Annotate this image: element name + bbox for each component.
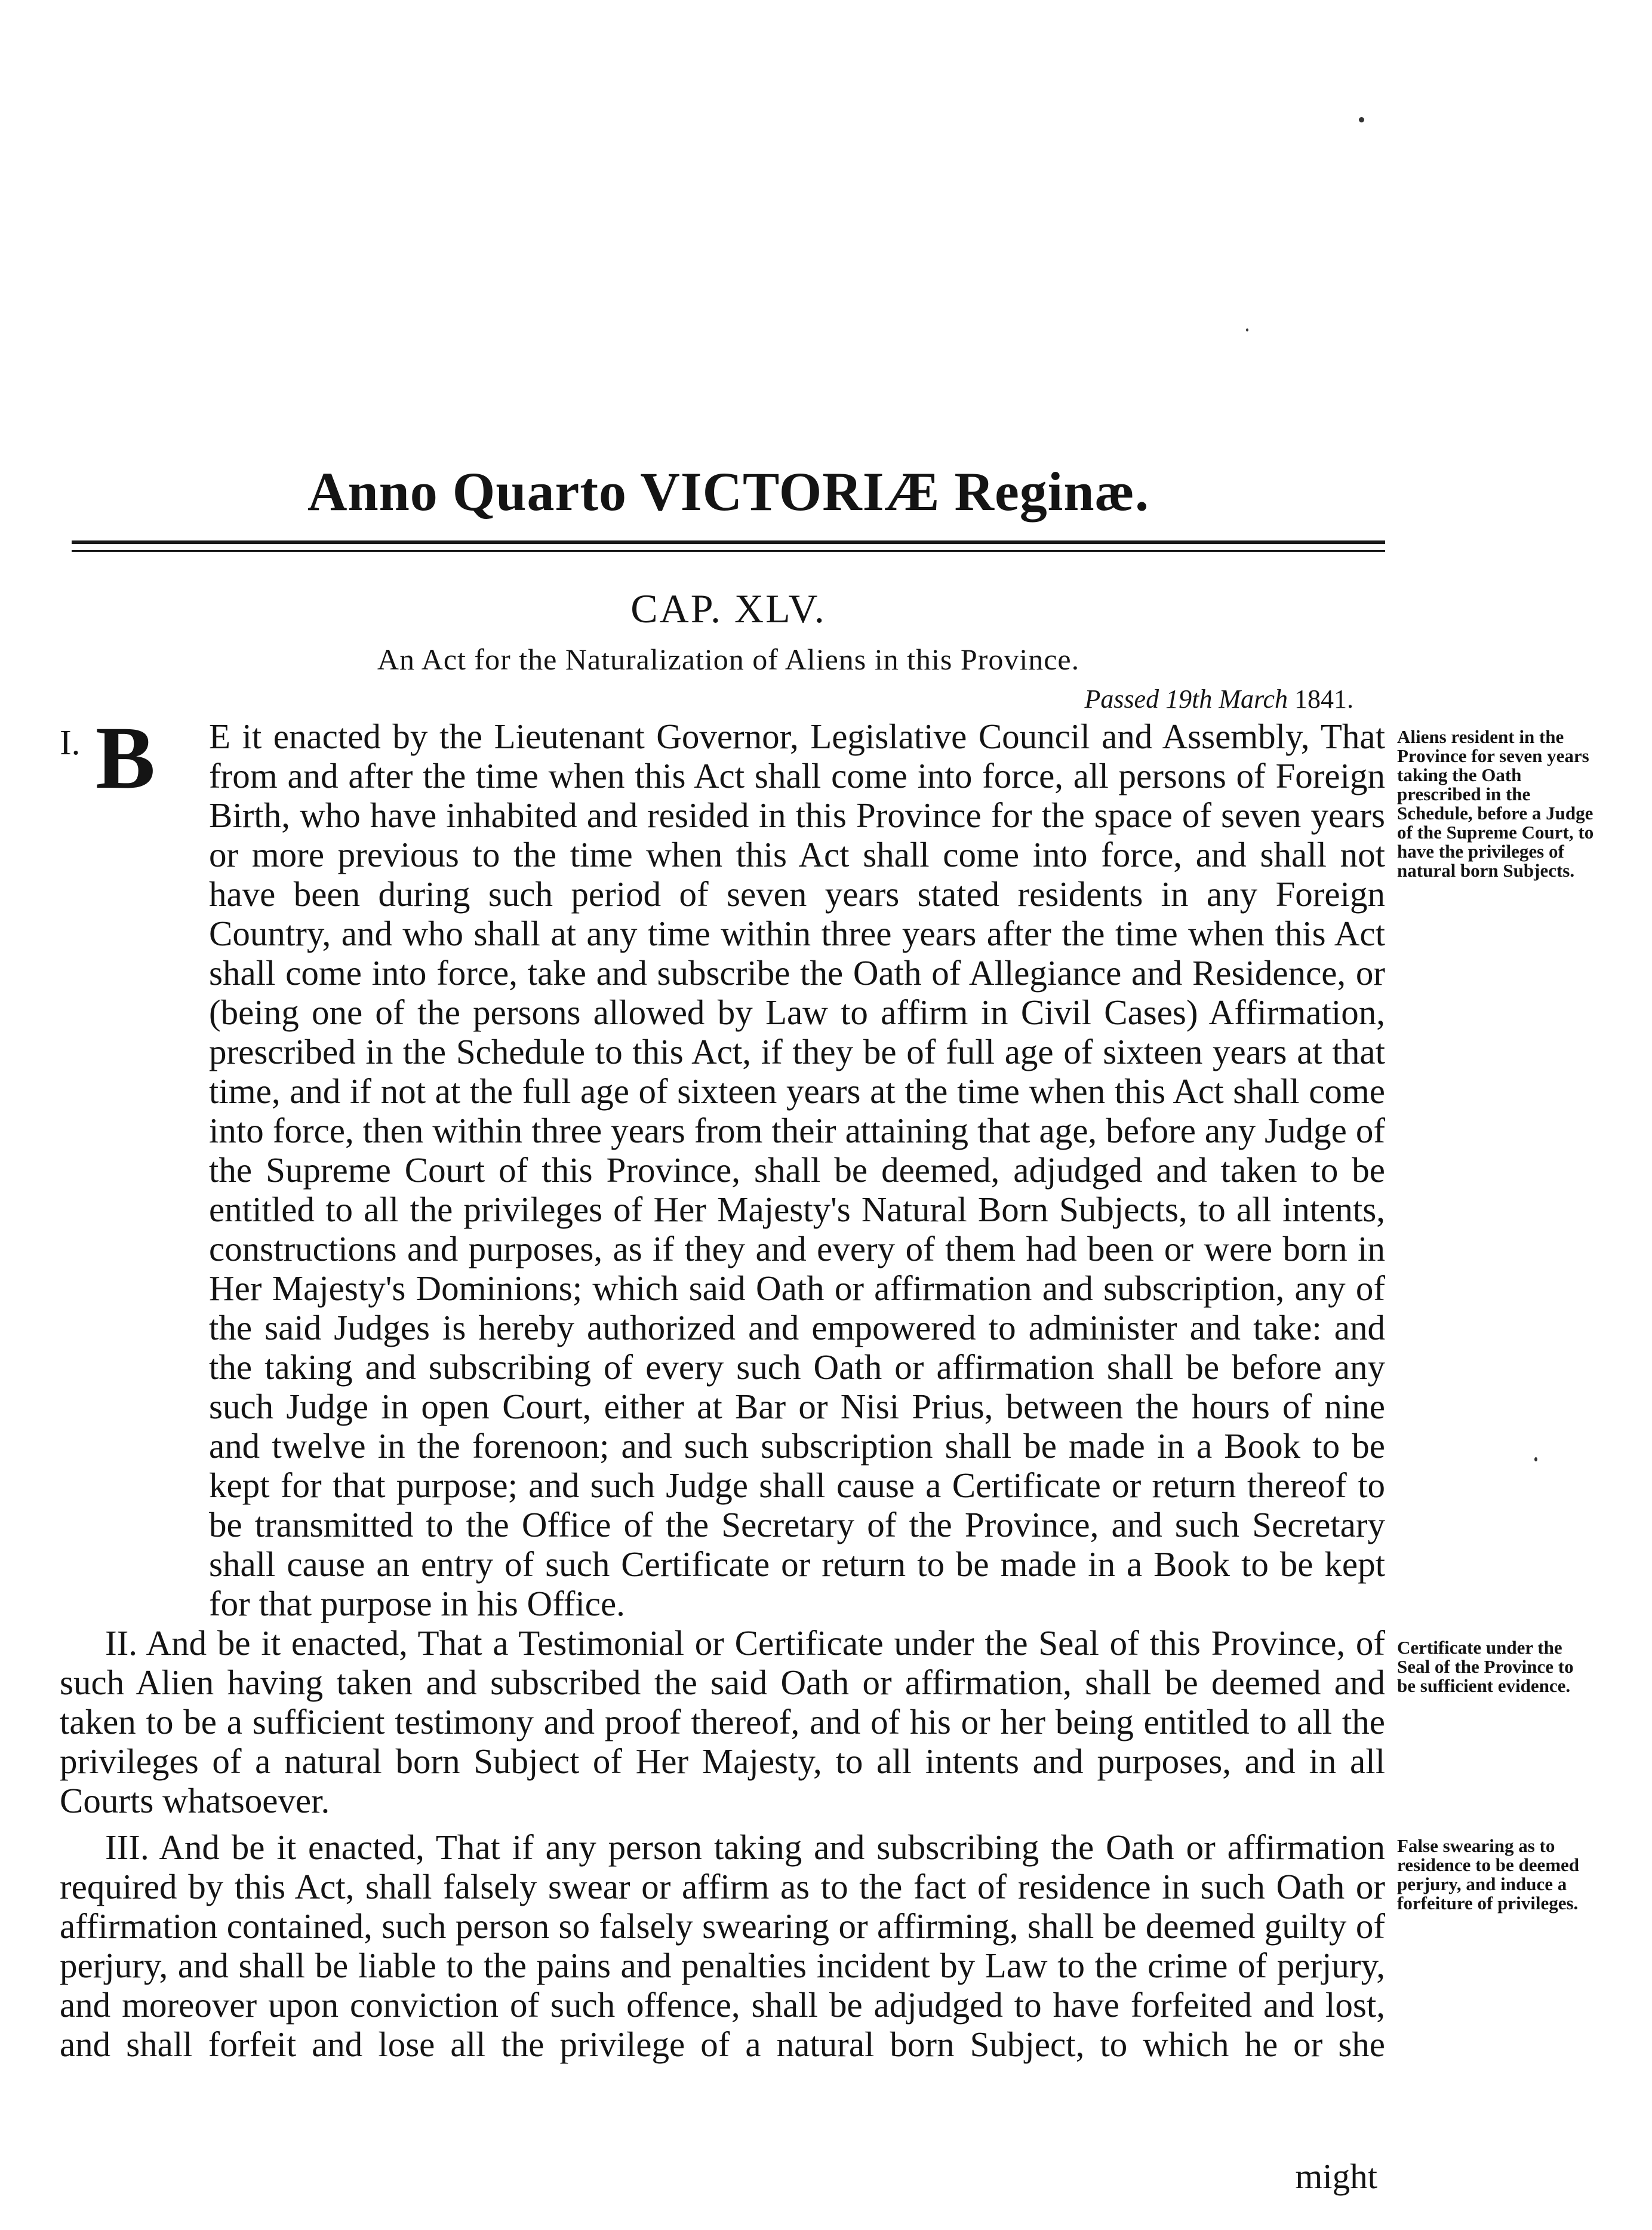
title-rules <box>72 540 1385 552</box>
rule-thin <box>72 550 1385 552</box>
act-body <box>60 708 1385 2064</box>
passed-year: 1841. <box>1294 684 1353 714</box>
drop-cap: B <box>96 708 156 807</box>
passed-day: 19th March <box>1165 684 1288 714</box>
section-2: II. And be it enacted, That a Testimonial or Certificate under the Seal of this Province, of such Alien having taken and subscribed the said Oath or affirmation, shall be deemed and taken to be a sufficient testimony and proof thereof, and of his or her being entitled to all the privileges of a natural born Subject of Her Majesty, to all intents and purposes, and in all Courts whatsoever. <box>60 1623 1385 1820</box>
passed-date <box>1084 684 1353 714</box>
margin-note-1: Aliens resident in the Province for seven years taking the Oath prescribed in the Schedule, before a Judge of the Supreme Court, to have the privileges of natural born Subjects. <box>1397 726 1594 881</box>
passed-label: Passed <box>1084 684 1159 714</box>
ink-speck <box>1359 117 1364 122</box>
margin-note-3: False swearing as to residence to be deemed perjury, and induce a forfeiture of privileges. <box>1397 1835 1580 1913</box>
page-title: Anno Quarto VICTORIÆ Reginæ. <box>307 461 1149 522</box>
act-title: An Act for the Naturalization of Aliens in this Province. <box>377 643 1080 676</box>
ink-speck <box>1534 1457 1537 1461</box>
rule-thick <box>72 540 1385 544</box>
section-1-text: E it enacted by the Lieutenant Governor, Legislative Council and Assembly, That from and after the time when this Act shall come into force, all persons of Foreign Birth, who have inhabited and resided in this Province for the space of seven years or more previous to the time when this Act shall come into force, and shall not have been during such period of seven years stated residents in any Foreign Country, and who shall at any time within three years after the time when this Act shall come into force, take and subscribe the Oath of Allegiance and Residence, or (being one of the persons allowed by Law to affirm in Civil Cases) Affirmation, prescribed in the Schedule to this Act, if they be of full age of sixteen years at that time, and if not at the full age of sixteen years at the time when this Act shall come into force, then within three years from their attaining that age, before any Judge of the Supreme Court of this Province, shall be deemed, adjudged and taken to be entitled to all the privileges of Her Majesty's Natural Born Subjects, to all intents, constructions and purposes, as if they and every of them had been or were born in Her Majesty's Dominions; which said Oath or affirmation and subscription, any of the said Judges is hereby authorized and empowered to administer and take: and the taking and subscribing of every such Oath or affirmation shall be before any such Judge in open Court, either at Bar or Nisi Prius, between the hours of nine and twelve in the forenoon; and such subscription shall be made in a Book to be kept for that purpose; and such Judge shall cause a Certificate or return thereof to be transmitted to the Office of the Secretary of the Province, and such Secretary shall cause an entry of such Certificate or return to be made in a Book to be kept for that purpose in his Office. <box>209 717 1385 1623</box>
section-1-number: I. <box>60 723 81 762</box>
catchword: might <box>1295 2157 1377 2196</box>
margin-note-2: Certificate under the Seal of the Province to be sufficient evidence. <box>1397 1637 1574 1696</box>
ink-speck <box>1246 328 1248 331</box>
section-3: III. And be it enacted, That if any person taking and subscribing the Oath or affirmation required by this Act, shall falsely swear or affirm as to the fact of residence in such Oath or affirmation contained, such person so falsely swearing or affirming, shall be deemed guilty of perjury, and shall be liable to the pains and penalties incident by Law to the crime of perjury, and moreover upon conviction of such offence, shall be adjudged to have forfeited and lost, and shall forfeit and lose all the privilege of a natural born Subject, to which he or she <box>60 1827 1385 2064</box>
section-1 <box>60 708 1385 1623</box>
chapter-heading: CAP. XLV. <box>630 586 826 631</box>
